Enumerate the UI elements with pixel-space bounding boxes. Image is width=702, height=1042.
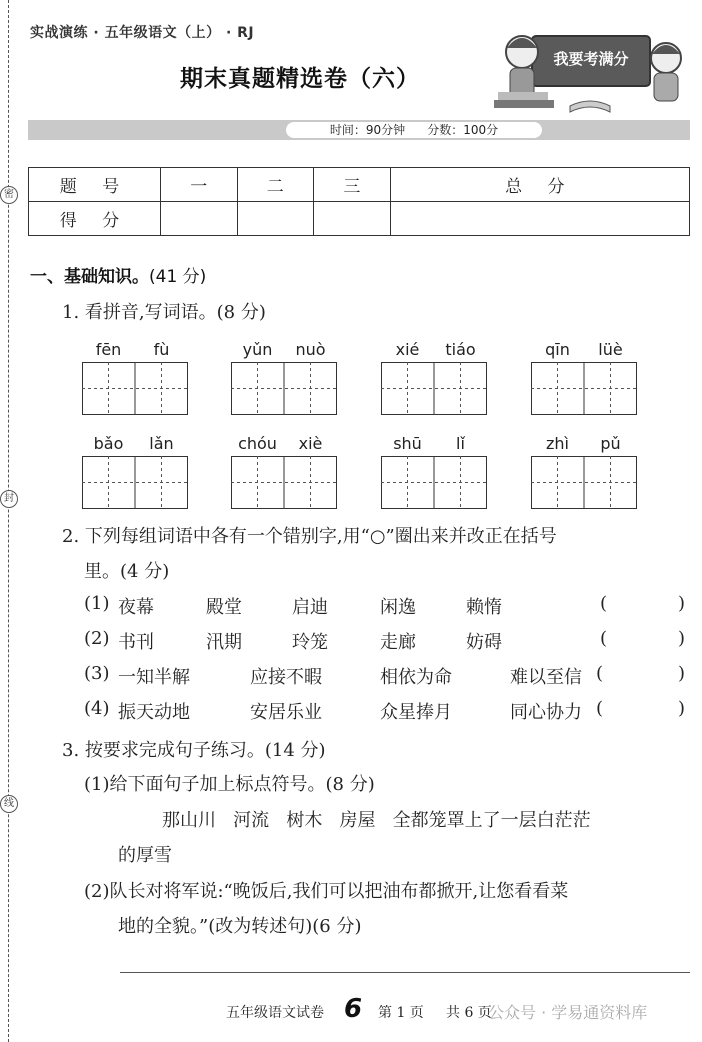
table-cell-label: 题 号 [29, 168, 161, 202]
time-score-box [286, 122, 542, 138]
answer-paren-close: ) [678, 698, 686, 719]
pinyin-syllable: lǎn [149, 434, 174, 453]
question-2-item-number: (1) [84, 593, 110, 614]
question-2-word: 众星捧月 [380, 702, 452, 723]
question-2-word: 安居乐业 [250, 702, 322, 723]
pinyin-labels [82, 434, 188, 454]
question-3: 3. 按要求完成句子练习。(14 分) [62, 740, 326, 761]
pinyin-syllable: bǎo [93, 434, 124, 453]
watermark: 公众号 · 学易通资料库 [488, 1003, 648, 1022]
question-2-word: 同心协力 [510, 702, 582, 723]
binding-line [8, 0, 9, 1042]
pinyin-syllable: fù [153, 340, 170, 359]
question-2-word: 相依为命 [380, 667, 452, 688]
pinyin-labels [82, 340, 188, 360]
pinyin-syllable: nuò [295, 340, 326, 359]
pinyin-syllable: xiè [298, 434, 323, 453]
footer-divider [120, 972, 690, 973]
section-1-title: 一、基础知识。 [30, 267, 149, 287]
open-book-shape [570, 101, 610, 112]
question-2-item-number: (3) [84, 663, 110, 684]
tianzige-grid[interactable] [82, 456, 188, 509]
question-2-word: 玲笼 [292, 632, 328, 653]
answer-paren-open: ( [596, 663, 604, 684]
footer-exam-number: 6 [344, 994, 363, 1024]
footer-total-pages: 共 6 页 [446, 1005, 492, 1021]
pinyin-labels [531, 340, 637, 360]
question-3-sub-2-line-2: 地的全貌。”(改为转述句)(6 分) [118, 916, 362, 937]
score-table [28, 167, 690, 236]
answer-blank[interactable] [612, 593, 672, 615]
pinyin-syllable: xié [395, 340, 420, 359]
tianzige-grid[interactable] [531, 456, 637, 509]
question-3-sentence-line-2: 的厚雪 [118, 845, 172, 866]
pinyin-labels [531, 434, 637, 454]
pinyin-labels [381, 340, 487, 360]
answer-paren-open: ( [600, 593, 608, 614]
tianzige-grid[interactable] [381, 362, 487, 415]
pinyin-syllable: tiáo [445, 340, 476, 359]
exam-time: 时间：90分钟 [329, 123, 406, 137]
table-cell-total: 总 分 [390, 168, 689, 202]
pinyin-labels [381, 434, 487, 454]
table-cell-section-2: 二 [237, 168, 314, 202]
pinyin-labels [231, 434, 337, 454]
tianzige-grid[interactable] [82, 362, 188, 415]
answer-blank[interactable] [612, 698, 672, 720]
pinyin-syllable: lǐ [456, 434, 465, 453]
footer-subject: 五年级语文试卷 [226, 1005, 324, 1021]
tianzige-grid[interactable] [231, 362, 337, 415]
pinyin-syllable: shū [393, 434, 422, 453]
child-right-body [654, 73, 678, 101]
pinyin-syllable: fēn [95, 340, 122, 359]
pinyin-syllable: chóu [238, 434, 277, 453]
pinyin-labels [231, 340, 337, 360]
question-2-item-number: (2) [84, 628, 110, 649]
question-2-word: 启迪 [292, 597, 328, 618]
answer-paren-close: ) [678, 628, 686, 649]
time-bar [28, 120, 690, 140]
score-cell-3[interactable] [314, 202, 391, 236]
question-2-word: 妨碍 [466, 632, 502, 653]
question-2-word: 振天动地 [118, 702, 190, 723]
question-2-word: 难以至信 [510, 667, 582, 688]
question-2-line-2: 里。(4 分) [84, 561, 170, 582]
pinyin-syllable: qīn [545, 340, 570, 359]
question-3-sub-2-line-1: (2)队长对将军说:“晚饭后,我们可以把油布都掀开,让您看看菜 [84, 881, 569, 902]
question-2-word: 殿堂 [206, 597, 242, 618]
tianzige-grid[interactable] [531, 362, 637, 415]
answer-paren-open: ( [596, 698, 604, 719]
score-cell-2[interactable] [237, 202, 314, 236]
section-1-points: (41 分) [149, 267, 207, 287]
footer-page: 第 1 页 [378, 1005, 424, 1021]
question-2-item-number: (4) [84, 698, 110, 719]
score-cell-total[interactable] [390, 202, 689, 236]
table-cell-section-1: 一 [161, 168, 238, 202]
table-cell-score-label: 得 分 [29, 202, 161, 236]
question-3-sub-1: (1)给下面句子加上标点符号。(8 分) [84, 774, 375, 795]
binding-mark-xian: 线 [0, 795, 18, 813]
pinyin-syllable: pǔ [600, 434, 621, 453]
question-2-word: 闲逸 [380, 597, 416, 618]
question-2-word: 应接不暇 [250, 667, 322, 688]
score-table-score-row [29, 202, 690, 236]
score-table-header-row [29, 168, 690, 202]
binding-mark-feng: 封 [0, 490, 18, 508]
pinyin-syllable: yǔn [242, 340, 273, 359]
header-illustration [490, 18, 690, 118]
pinyin-syllable: lüè [598, 340, 623, 359]
answer-paren-close: ) [678, 663, 686, 684]
score-cell-1[interactable] [161, 202, 238, 236]
answer-paren-open: ( [600, 628, 608, 649]
question-2-word: 走廊 [380, 632, 416, 653]
books-shape [494, 100, 554, 108]
table-cell-section-3: 三 [314, 168, 391, 202]
answer-blank[interactable] [612, 663, 672, 685]
question-2-word: 夜幕 [118, 597, 154, 618]
question-2-word: 书刊 [118, 632, 154, 653]
binding-mark-mi: 密 [0, 186, 18, 204]
exam-score: 分数：100分 [427, 123, 499, 137]
books-shape-2 [498, 92, 548, 100]
question-2-word: 赖惰 [466, 597, 502, 618]
pinyin-syllable: zhì [546, 434, 569, 453]
question-3-sentence-line-1: 那山川 河流 树木 房屋 全都笼罩上了一层白茫茫 [162, 810, 591, 831]
tianzige-grid[interactable] [231, 456, 337, 509]
answer-blank[interactable] [612, 628, 672, 650]
question-2-line-1: 2. 下列每组词语中各有一个错别字,用“○”圈出来并改正在括号 [62, 526, 557, 547]
series-title: 实战演练 · 五年级语文（上） · RJ [30, 25, 255, 41]
tianzige-grid[interactable] [381, 456, 487, 509]
question-1: 1. 看拼音,写词语。(8 分) [62, 302, 266, 323]
question-2-word: 一知半解 [118, 667, 190, 688]
section-1-heading [30, 262, 206, 287]
exam-title: 期末真题精选卷（六） [180, 66, 420, 92]
banner-text: 我要考满分 [553, 50, 629, 68]
question-2-word: 汛期 [206, 632, 242, 653]
answer-paren-close: ) [678, 593, 686, 614]
